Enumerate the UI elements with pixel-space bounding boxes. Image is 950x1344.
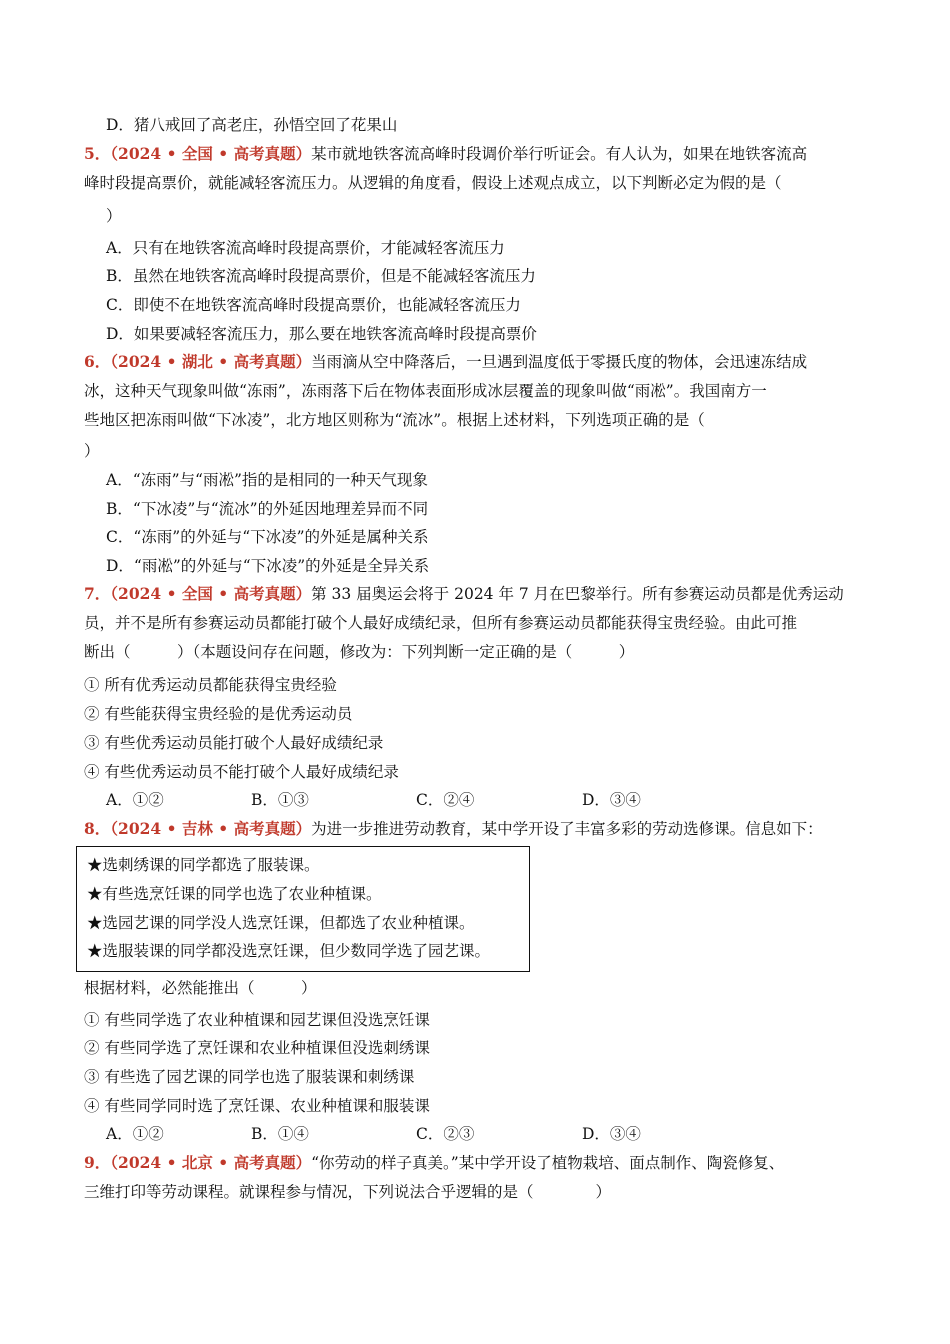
q7-source: （2024 • 全国 • 高考真题） bbox=[110, 584, 312, 603]
q8-stem-line1 bbox=[84, 819, 823, 839]
q5-option-a: A．只有在地铁客流高峰时段提高票价，才能减轻客流压力 bbox=[106, 239, 505, 257]
q6-option-c: C．“冻雨”的外延与“下冰凌”的外延是属种关系 bbox=[106, 528, 429, 546]
q5-stem-line1 bbox=[84, 144, 807, 164]
q8-stem1: 为进一步推进劳动教育，某中学开设了丰富多彩的劳动选修课。信息如下： bbox=[311, 820, 823, 838]
q8-box-line-4: ★选服装课的同学都没选烹饪课，但少数同学选了园艺课。 bbox=[87, 942, 491, 960]
q7-stem-line3: 断出（ ）（本题设问存在问题，修改为：下列判断一定正确的是（ ） bbox=[84, 643, 635, 661]
q8-item-3: ③ 有些选了园艺课的同学也选了服装课和刺绣课 bbox=[84, 1068, 415, 1086]
q5-source: （2024 • 全国 • 高考真题） bbox=[110, 144, 312, 163]
q8-box-line-2: ★有些选烹饪课的同学也选了农业种植课。 bbox=[87, 885, 382, 903]
q8-box-line-3: ★选园艺课的同学没人选烹饪课，但都选了农业种植课。 bbox=[87, 914, 475, 932]
q8-number: 8． bbox=[84, 819, 111, 838]
q9-source: （2024 • 北京 • 高考真题） bbox=[110, 1153, 312, 1172]
q8-item-1: ① 有些同学选了农业种植课和园艺课但没选烹饪课 bbox=[84, 1011, 430, 1029]
q8-choice-b: B．①④ bbox=[251, 1125, 309, 1143]
q6-option-b: B．“下冰凌”与“流冰”的外延因地理差异而不同 bbox=[106, 500, 429, 518]
q6-number: 6． bbox=[84, 352, 111, 371]
q7-stem-line1 bbox=[84, 584, 844, 604]
q5-option-d: D．如果要减轻客流压力，那么要在地铁客流高峰时段提高票价 bbox=[106, 325, 537, 343]
q8-item-4: ④ 有些同学同时选了烹饪课、农业种植课和服装课 bbox=[84, 1097, 430, 1115]
q6-source: （2024 • 湖北 • 高考真题） bbox=[110, 352, 312, 371]
q9-stem1: “你劳动的样子真美。”某中学开设了植物栽培、面点制作、陶瓷修复、 bbox=[311, 1154, 785, 1172]
q7-item-1: ① 所有优秀运动员都能获得宝贵经验 bbox=[84, 676, 337, 694]
q6-stem-line3: 些地区把冻雨叫做“下冰凌”，北方地区则称为“流冰”。根据上述材料，下列选项正确的是（ bbox=[84, 411, 705, 429]
q5-stem1: 某市就地铁客流高峰时段调价举行听证会。有人认为，如果在地铁客流高 bbox=[311, 145, 808, 163]
q8-info-box bbox=[76, 846, 530, 972]
q9-stem-line2: 三维打印等劳动课程。就课程参与情况，下列说法合乎逻辑的是（ ） bbox=[84, 1183, 612, 1201]
q8-source: （2024 • 吉林 • 高考真题） bbox=[110, 819, 312, 838]
q7-number: 7． bbox=[84, 584, 111, 603]
q7-choice-d: D．③④ bbox=[582, 791, 641, 809]
q8-item-2: ② 有些同学选了烹饪课和农业种植课但没选刺绣课 bbox=[84, 1039, 430, 1057]
q7-item-3: ③ 有些优秀运动员能打破个人最好成绩纪录 bbox=[84, 734, 384, 752]
q7-item-2: ② 有些能获得宝贵经验的是优秀运动员 bbox=[84, 705, 353, 723]
q6-stem-line4: ） bbox=[84, 442, 100, 460]
q7-item-4: ④ 有些优秀运动员不能打破个人最好成绩纪录 bbox=[84, 763, 399, 781]
q5-option-b: B．虽然在地铁客流高峰时段提高票价，但是不能减轻客流压力 bbox=[106, 267, 536, 285]
q8-choice-c: C．②③ bbox=[416, 1125, 475, 1143]
q5-stem-line2: 峰时段提高票价，就能减轻客流压力。从逻辑的角度看，假设上述观点成立，以下判断必定为假的是（ bbox=[84, 174, 782, 192]
q7-stem1: 第 33 届奥运会将于 2024 年 7 月在巴黎举行。所有参赛运动员都是优秀运动 bbox=[311, 585, 844, 603]
q6-stem-line2: 冰，这种天气现象叫做“冻雨”，冻雨落下后在物体表面形成冰层覆盖的现象叫做“雨凇”。我国南方一 bbox=[84, 382, 767, 400]
q9-number: 9． bbox=[84, 1153, 111, 1172]
q6-option-d: D．“雨凇”的外延与“下冰凌”的外延是全异关系 bbox=[106, 557, 430, 575]
q5-number: 5． bbox=[84, 144, 111, 163]
q7-choice-c: C．②④ bbox=[416, 791, 475, 809]
q7-stem-line2: 员，并不是所有参赛运动员都能打破个人最好成绩纪录，但所有参赛运动员都能获得宝贵经验。由此可推 bbox=[84, 614, 798, 632]
q8-choice-a: A．①② bbox=[106, 1125, 164, 1143]
q8-stem-line2: 根据材料，必然能推出（ ） bbox=[84, 979, 317, 997]
q5-option-c: C．即使不在地铁客流高峰时段提高票价，也能减轻客流压力 bbox=[106, 296, 521, 314]
q7-choice-b: B．①③ bbox=[251, 791, 309, 809]
q8-choice-d: D．③④ bbox=[582, 1125, 641, 1143]
q6-stem1: 当雨滴从空中降落后，一旦遇到温度低于零摄氏度的物体，会迅速冻结成 bbox=[311, 353, 808, 371]
q6-stem-line1 bbox=[84, 352, 807, 372]
q9-stem-line1 bbox=[84, 1153, 784, 1173]
q7-choice-a: A．①② bbox=[106, 791, 164, 809]
q8-box-line-1: ★选刺绣课的同学都选了服装课。 bbox=[87, 856, 320, 874]
q5-stem-line3: ） bbox=[106, 207, 122, 225]
q4-option-d: D．猪八戒回了高老庄，孙悟空回了花果山 bbox=[106, 116, 398, 134]
q6-option-a: A．“冻雨”与“雨凇”指的是相同的一种天气现象 bbox=[106, 471, 428, 489]
